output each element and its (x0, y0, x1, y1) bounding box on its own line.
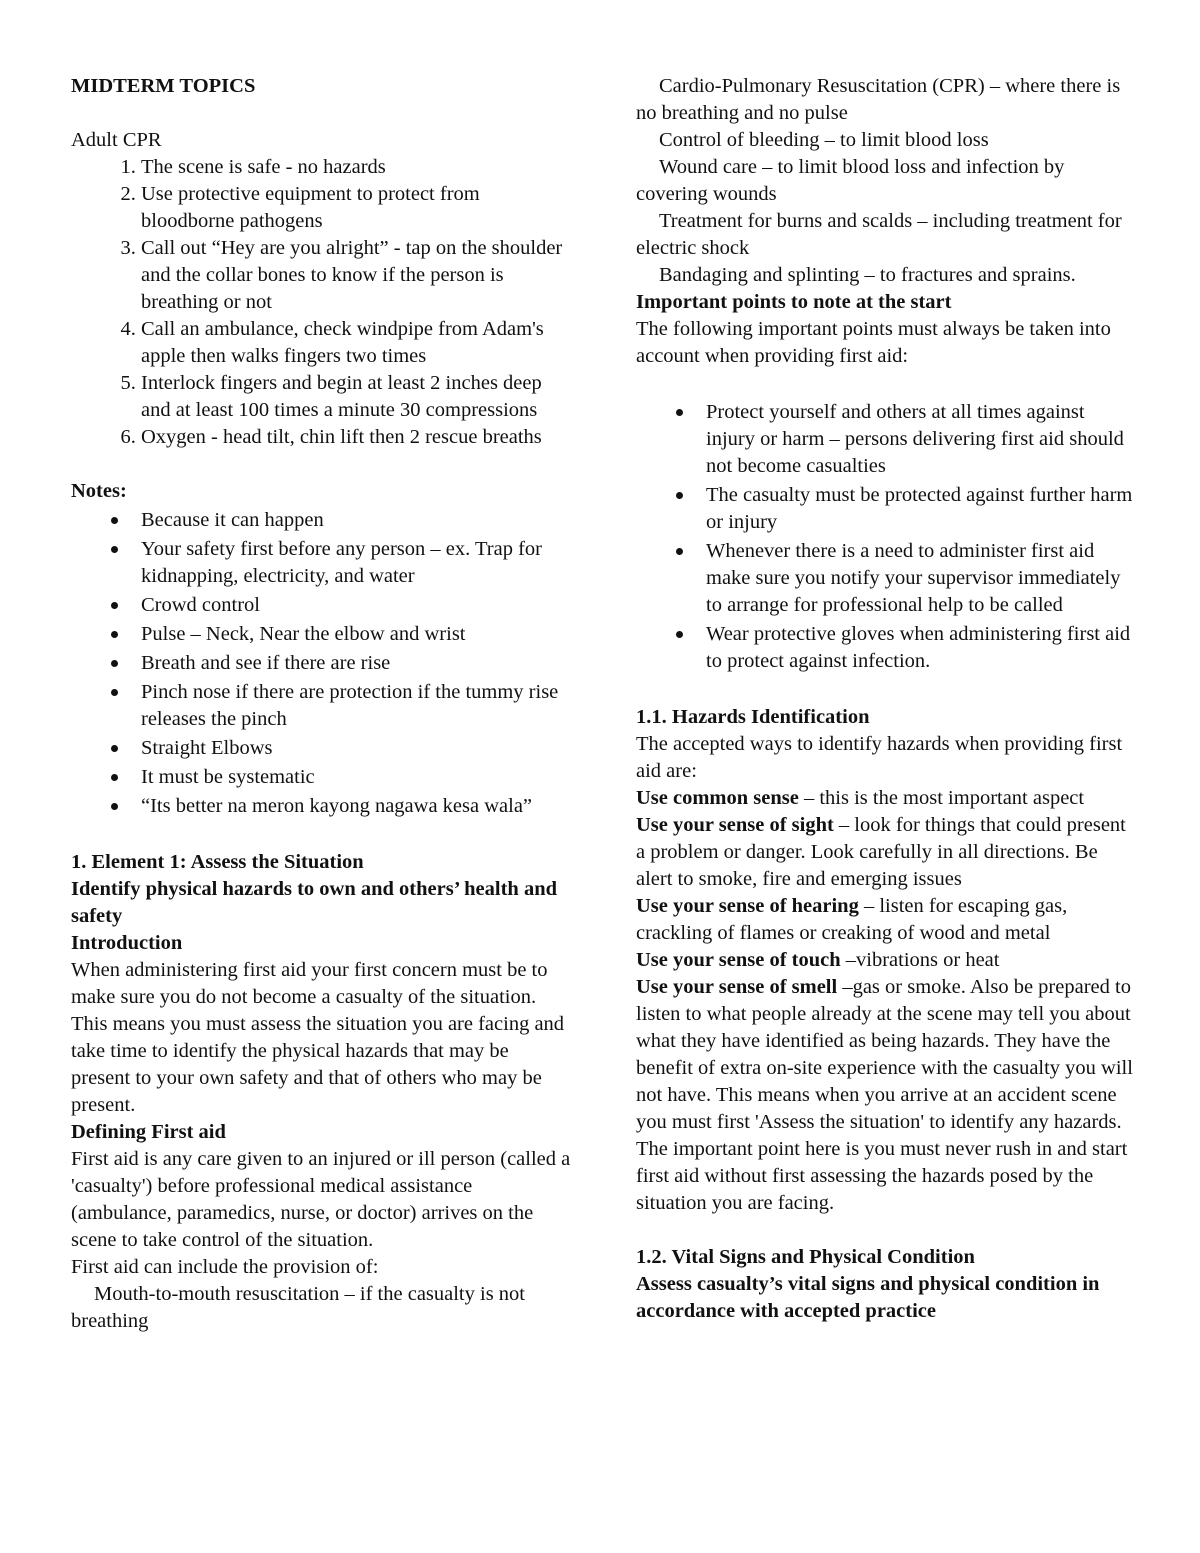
sense-lead: Use your sense of sight (636, 814, 834, 836)
list-item: Straight Elbows (141, 735, 571, 762)
list-item: Wear protective gloves when administering first aid to protect against infection. (706, 621, 1136, 675)
section-heading: 1.1. Hazards Identification (636, 706, 870, 728)
intro-heading: Introduction (71, 932, 183, 954)
page-title: MIDTERM TOPICS (71, 75, 256, 97)
list-item: 2. Use protective equipment to protect from bloodborne pathogens (141, 181, 571, 235)
list-item: 3. Call out “Hey are you alright” - tap on the shoulder and the collar bones to know if the person is breathing or not (141, 235, 571, 316)
sense-item (636, 785, 1136, 812)
notes-list (71, 507, 571, 820)
list-item: “Its better na meron kayong nagawa kesa wala” (141, 793, 571, 820)
list-item: Pulse – Neck, Near the elbow and wrist (141, 621, 571, 648)
section-subheading: Identify physical hazards to own and others’ health and safety (71, 878, 557, 927)
cpr-title: Adult CPR (71, 129, 162, 151)
list-item: The casualty must be protected against further harm or injury (706, 482, 1136, 536)
important-heading: Important points to note at the start (636, 291, 952, 313)
section-heading: 1. Element 1: Assess the Situation (71, 851, 364, 873)
important-paragraph: The following important points must always be taken into account when providing first aid: (636, 318, 1111, 367)
sense-lead: Use your sense of smell (636, 976, 838, 998)
intro-paragraph: When administering first aid your first concern must be to make sure you do not become a casualty of the situation. This means you must assess the situation you are facing and take time to identify the physical hazards that may be present to your own safety and that of others who may be present. (71, 959, 565, 1116)
sense-item (636, 893, 1136, 947)
list-item: Pinch nose if there are protection if the tummy rise releases the pinch (141, 679, 571, 733)
hazards-paragraph: The accepted ways to identify hazards when providing first aid are: (636, 733, 1123, 782)
sense-text: – this is the most important aspect (798, 787, 1085, 809)
important-points-list (636, 399, 1136, 675)
list-item: 4. Call an ambulance, check windpipe from Adam's apple then walks fingers two times (141, 316, 571, 370)
list-item: Crowd control (141, 592, 571, 619)
provision-item: Bandaging and splinting – to fractures and sprains. (659, 264, 1076, 286)
list-item: Protect yourself and others at all times against injury or harm – persons delivering first aid should not become casualties (706, 399, 1136, 480)
sense-text: –gas or smoke. Also be prepared to listen to what people already at the scene may tell you about what they have identified as being hazards. They have the benefit of extra on-site experience with the casualty you will not have. This means when you arrive at an accident scene you must first 'Assess the situation' to identify any hazards. The important point here is you must never rush in and start first aid without first assessing the hazards posed by the situation you are facing. (636, 976, 1133, 1214)
sense-text: – look for things that could present a problem or danger. Look carefully in all directions. Be alert to smoke, fire and emerging issues (636, 814, 1126, 890)
provision-intro: First aid can include the provision of: (71, 1256, 379, 1278)
definition-paragraph: First aid is any care given to an injured or ill person (called a 'casualty') before professional medical assistance (ambulance, paramedics, nurse, or doctor) arrives on the scene to take control of the situation. (71, 1148, 571, 1251)
section-subheading: Assess casualty’s vital signs and physical condition in accordance with accepted practice (636, 1273, 1100, 1322)
provision-item: Control of bleeding – to limit blood loss (659, 129, 989, 151)
sense-item (636, 812, 1136, 893)
left-column (71, 73, 571, 1335)
list-item: Because it can happen (141, 507, 571, 534)
list-item: Whenever there is a need to administer first aid make sure you notify your supervisor immediately to arrange for professional help to be called (706, 538, 1136, 619)
provision-item: Treatment for burns and scalds – including treatment for electric shock (636, 210, 1122, 259)
definition-heading: Defining First aid (71, 1121, 226, 1143)
section-heading: 1.2. Vital Signs and Physical Condition (636, 1246, 975, 1268)
sense-text: –vibrations or heat (840, 949, 1000, 971)
list-item: Your safety first before any person – ex. Trap for kidnapping, electricity, and water (141, 536, 571, 590)
sense-text: – listen for escaping gas, crackling of flames or creaking of wood and metal (636, 895, 1068, 944)
right-column (636, 73, 1136, 1325)
list-item: 5. Interlock fingers and begin at least 2 inches deep and at least 100 times a minute 30 compressions (141, 370, 571, 424)
list-item: 6. Oxygen - head tilt, chin lift then 2 rescue breaths (141, 424, 571, 451)
cpr-steps-list (71, 154, 571, 451)
list-item: It must be systematic (141, 764, 571, 791)
provision-item: Cardio-Pulmonary Resuscitation (CPR) – where there is no breathing and no pulse (636, 75, 1121, 124)
sense-lead: Use your sense of touch (636, 949, 841, 971)
sense-lead: Use common sense (636, 787, 799, 809)
list-item: Breath and see if there are rise (141, 650, 571, 677)
notes-label: Notes: (71, 480, 127, 502)
list-item: 1. The scene is safe - no hazards (141, 154, 571, 181)
provision-item: Mouth-to-mouth resuscitation – if the casualty is not breathing (71, 1283, 526, 1332)
sense-item (636, 974, 1136, 1217)
sense-lead: Use your sense of hearing (636, 895, 859, 917)
provision-item: Wound care – to limit blood loss and infection by covering wounds (636, 156, 1065, 205)
sense-item (636, 947, 1136, 974)
